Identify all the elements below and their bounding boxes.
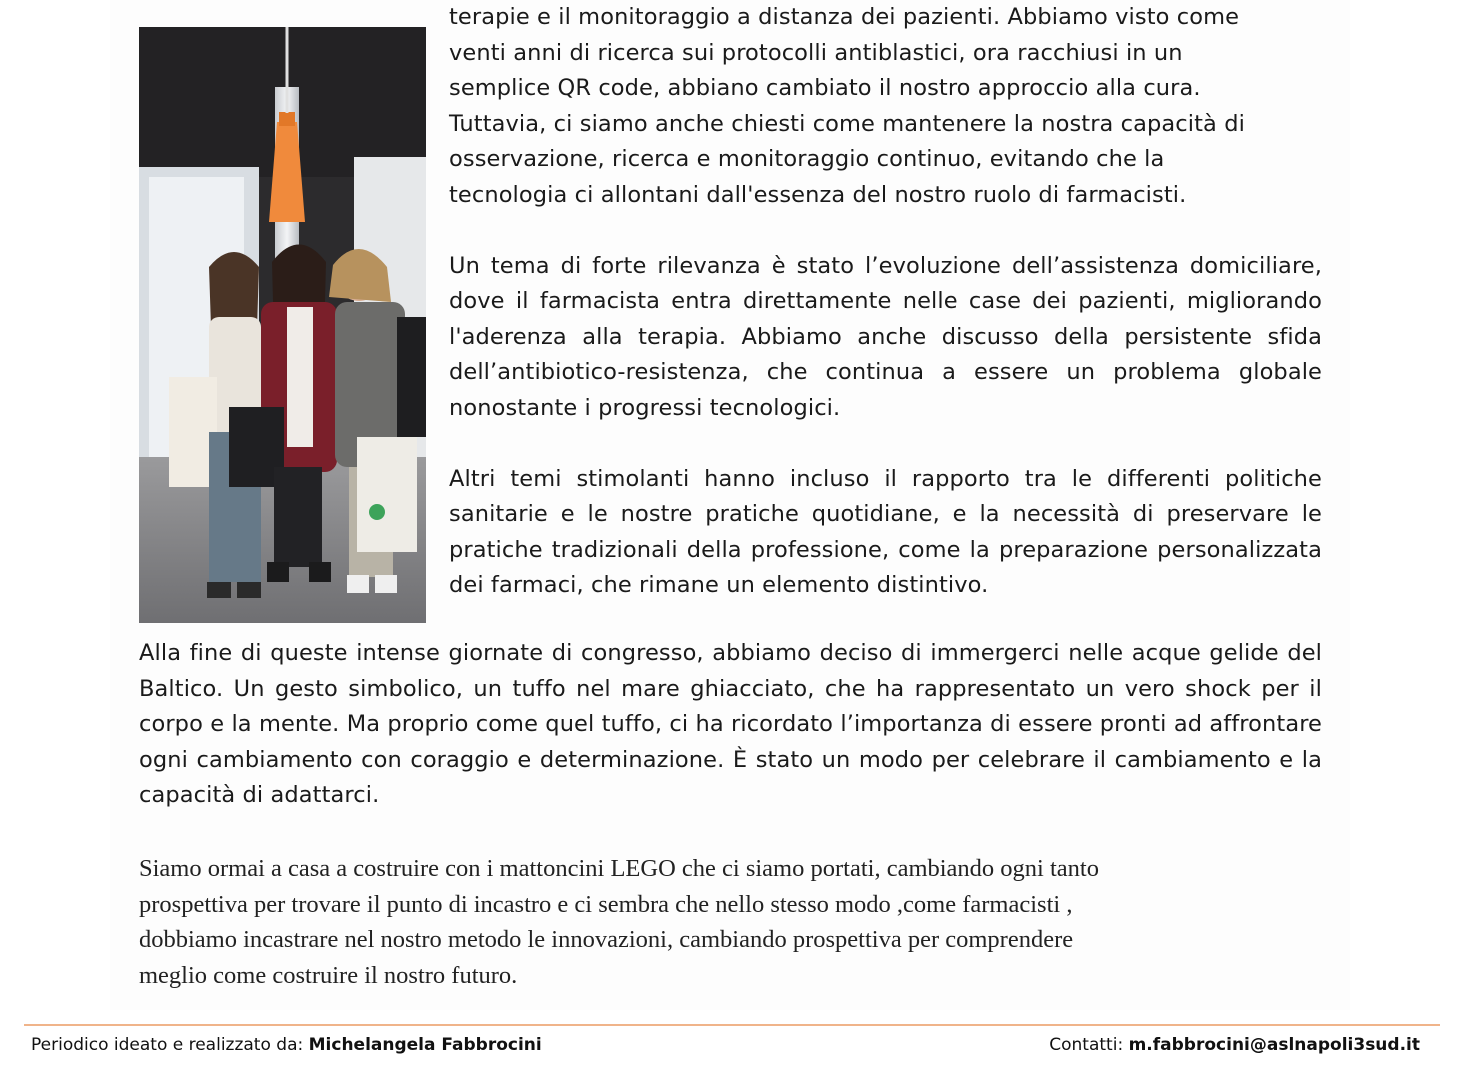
footer-author-name: Michelangela Fabbrocini — [308, 1035, 542, 1055]
footer-contacts — [1049, 1034, 1420, 1056]
paragraph-intro-line: Tuttavia, ci siamo anche chiesti come mantenere la nostra capacità di — [449, 110, 1245, 137]
paragraph-intro-line: semplice QR code, abbiano cambiato il nostro approccio alla cura. — [449, 75, 1201, 102]
paragraph-intro-line: tecnologia ci allontani dall'essenza del nostro ruolo di farmacisti. — [449, 181, 1187, 208]
paragraph-intro — [449, 0, 1322, 214]
paragraph-lego-line: Siamo ormai a casa a costruire con i mattoncini LEGO che ci siamo portati, cambiando ogni tanto — [139, 855, 1099, 882]
paragraph-intro-line: terapie e il monitoraggio a distanza dei pazienti. Abbiamo visto come — [449, 4, 1240, 30]
right-text-column — [449, 0, 1322, 604]
closing-text — [139, 851, 1322, 993]
paragraph-home-care: Un tema di forte rilevanza è stato l’evoluzione dell’assistenza domiciliare, dove il farmacista entra direttamente nelle case dei pazienti, migliorando l'aderenza alla terapia. Abbiamo anche discusso della persistente sfida dell’antibiotico-resistenza, che continua a essere un problema globale nonostante i progressi tecnologici. — [449, 252, 1322, 421]
paragraph-lego-line: prospettiva per trovare il punto di incastro e ci sembra che nello stesso modo ,come farmacisti , — [139, 890, 1073, 918]
full-width-text — [139, 636, 1322, 814]
footer-credits — [31, 1034, 542, 1056]
paragraph-lego-line: dobbiamo incastrare nel nostro metodo le innovazioni, cambiando prospettiva per comprendere — [139, 926, 1074, 953]
footer-contacts-label: Contatti: — [1049, 1035, 1129, 1055]
photo-illustration — [139, 27, 426, 623]
paragraph-baltic: Alla fine di queste intense giornate di congresso, abbiamo deciso di immergerci nelle acque gelide del Baltico. Un gesto simbolico, un tuffo nel mare ghiacciato, che ha rappresentato un vero shock per il corpo e la mente. Ma proprio come quel tuffo, ci ha ricordato l’importanza di essere pronti ad affrontare ogni cambiamento con coraggio e determinazione. È stato un modo per celebrare il cambiamento e la capacità di adattarci. — [139, 640, 1322, 809]
paragraph-intro-line: venti anni di ricerca sui protocolli antiblastici, ora racchiusi in un — [449, 39, 1183, 66]
paragraph-lego — [139, 851, 1322, 993]
paragraph-other-topics: Altri temi stimolanti hanno incluso il rapporto tra le differenti politiche sanitarie e le nostre pratiche quotidiane, e la necessità di preservare le pratiche tradizionali della professione, come la preparazione personalizzata dei farmaci, che rimane un elemento distintivo. — [449, 465, 1322, 599]
footer-divider — [24, 1024, 1440, 1026]
congress-photo — [139, 27, 426, 623]
paragraph-lego-line: meglio come costruire il nostro futuro. — [139, 961, 518, 989]
paragraph-intro-line: osservazione, ricerca e monitoraggio continuo, evitando che la — [449, 146, 1165, 173]
footer-email-link[interactable]: m.fabbrocini@aslnapoli3sud.it — [1128, 1035, 1420, 1055]
footer-credits-label: Periodico ideato e realizzato da: — [31, 1035, 309, 1055]
